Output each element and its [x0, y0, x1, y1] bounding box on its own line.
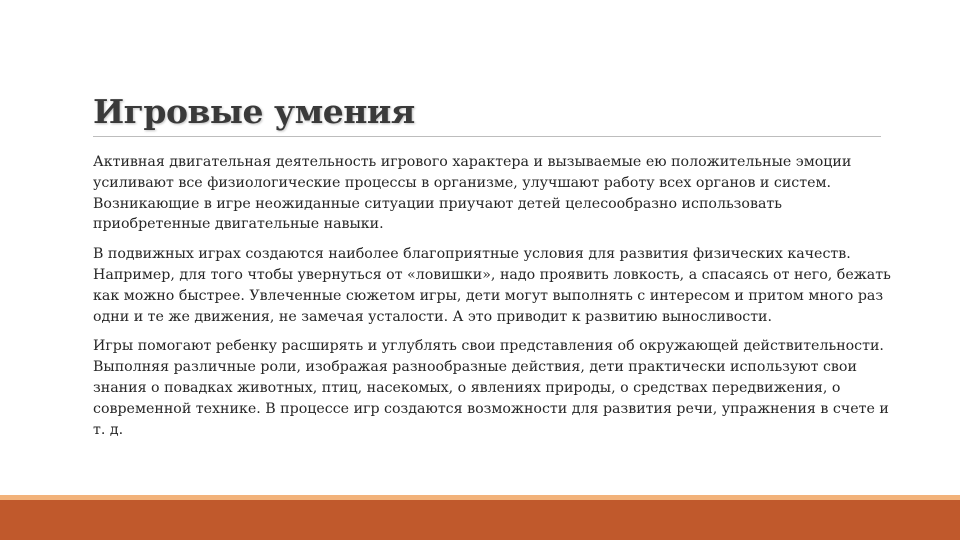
footer-accent-bar [0, 500, 960, 540]
body-paragraph-1: Активная двигательная деятельность игрового характера и вызываемые ею положительные эмоции усиливают все физиологические процессы в организме, улучшают работу всех органов и систем. Возникающие в игре неожиданные ситуации приучают детей целесообразно использовать приобретенные двигательные навыки. [93, 154, 852, 233]
slide-title: Игровые умения [93, 92, 415, 131]
body-paragraph-3: Игры помогают ребенку расширять и углублять свои представления об окружающей действительности. Выполняя различные роли, изображая разнообразные действия, дети практически используют свои знания о повадках животных, птиц, насекомых, о явлениях природы, о средствах передвижения, о современной технике. В процессе игр создаются возможности для развития речи, упражнения в счете и т. д. [93, 338, 889, 438]
slide-body [93, 152, 893, 449]
body-paragraph-2: В подвижных играх создаются наиболее благоприятные условия для развития физических качеств. Например, для того чтобы увернуться от «ловишки», надо проявить ловкость, а спасаясь от него, бежать как можно быстрее. Увлеченные сюжетом игры, дети могут выполнять с интересом и притом много раз одни и те же движения, не замечая усталости. А это приводит к развитию выносливости. [93, 246, 891, 325]
title-divider [93, 136, 881, 137]
